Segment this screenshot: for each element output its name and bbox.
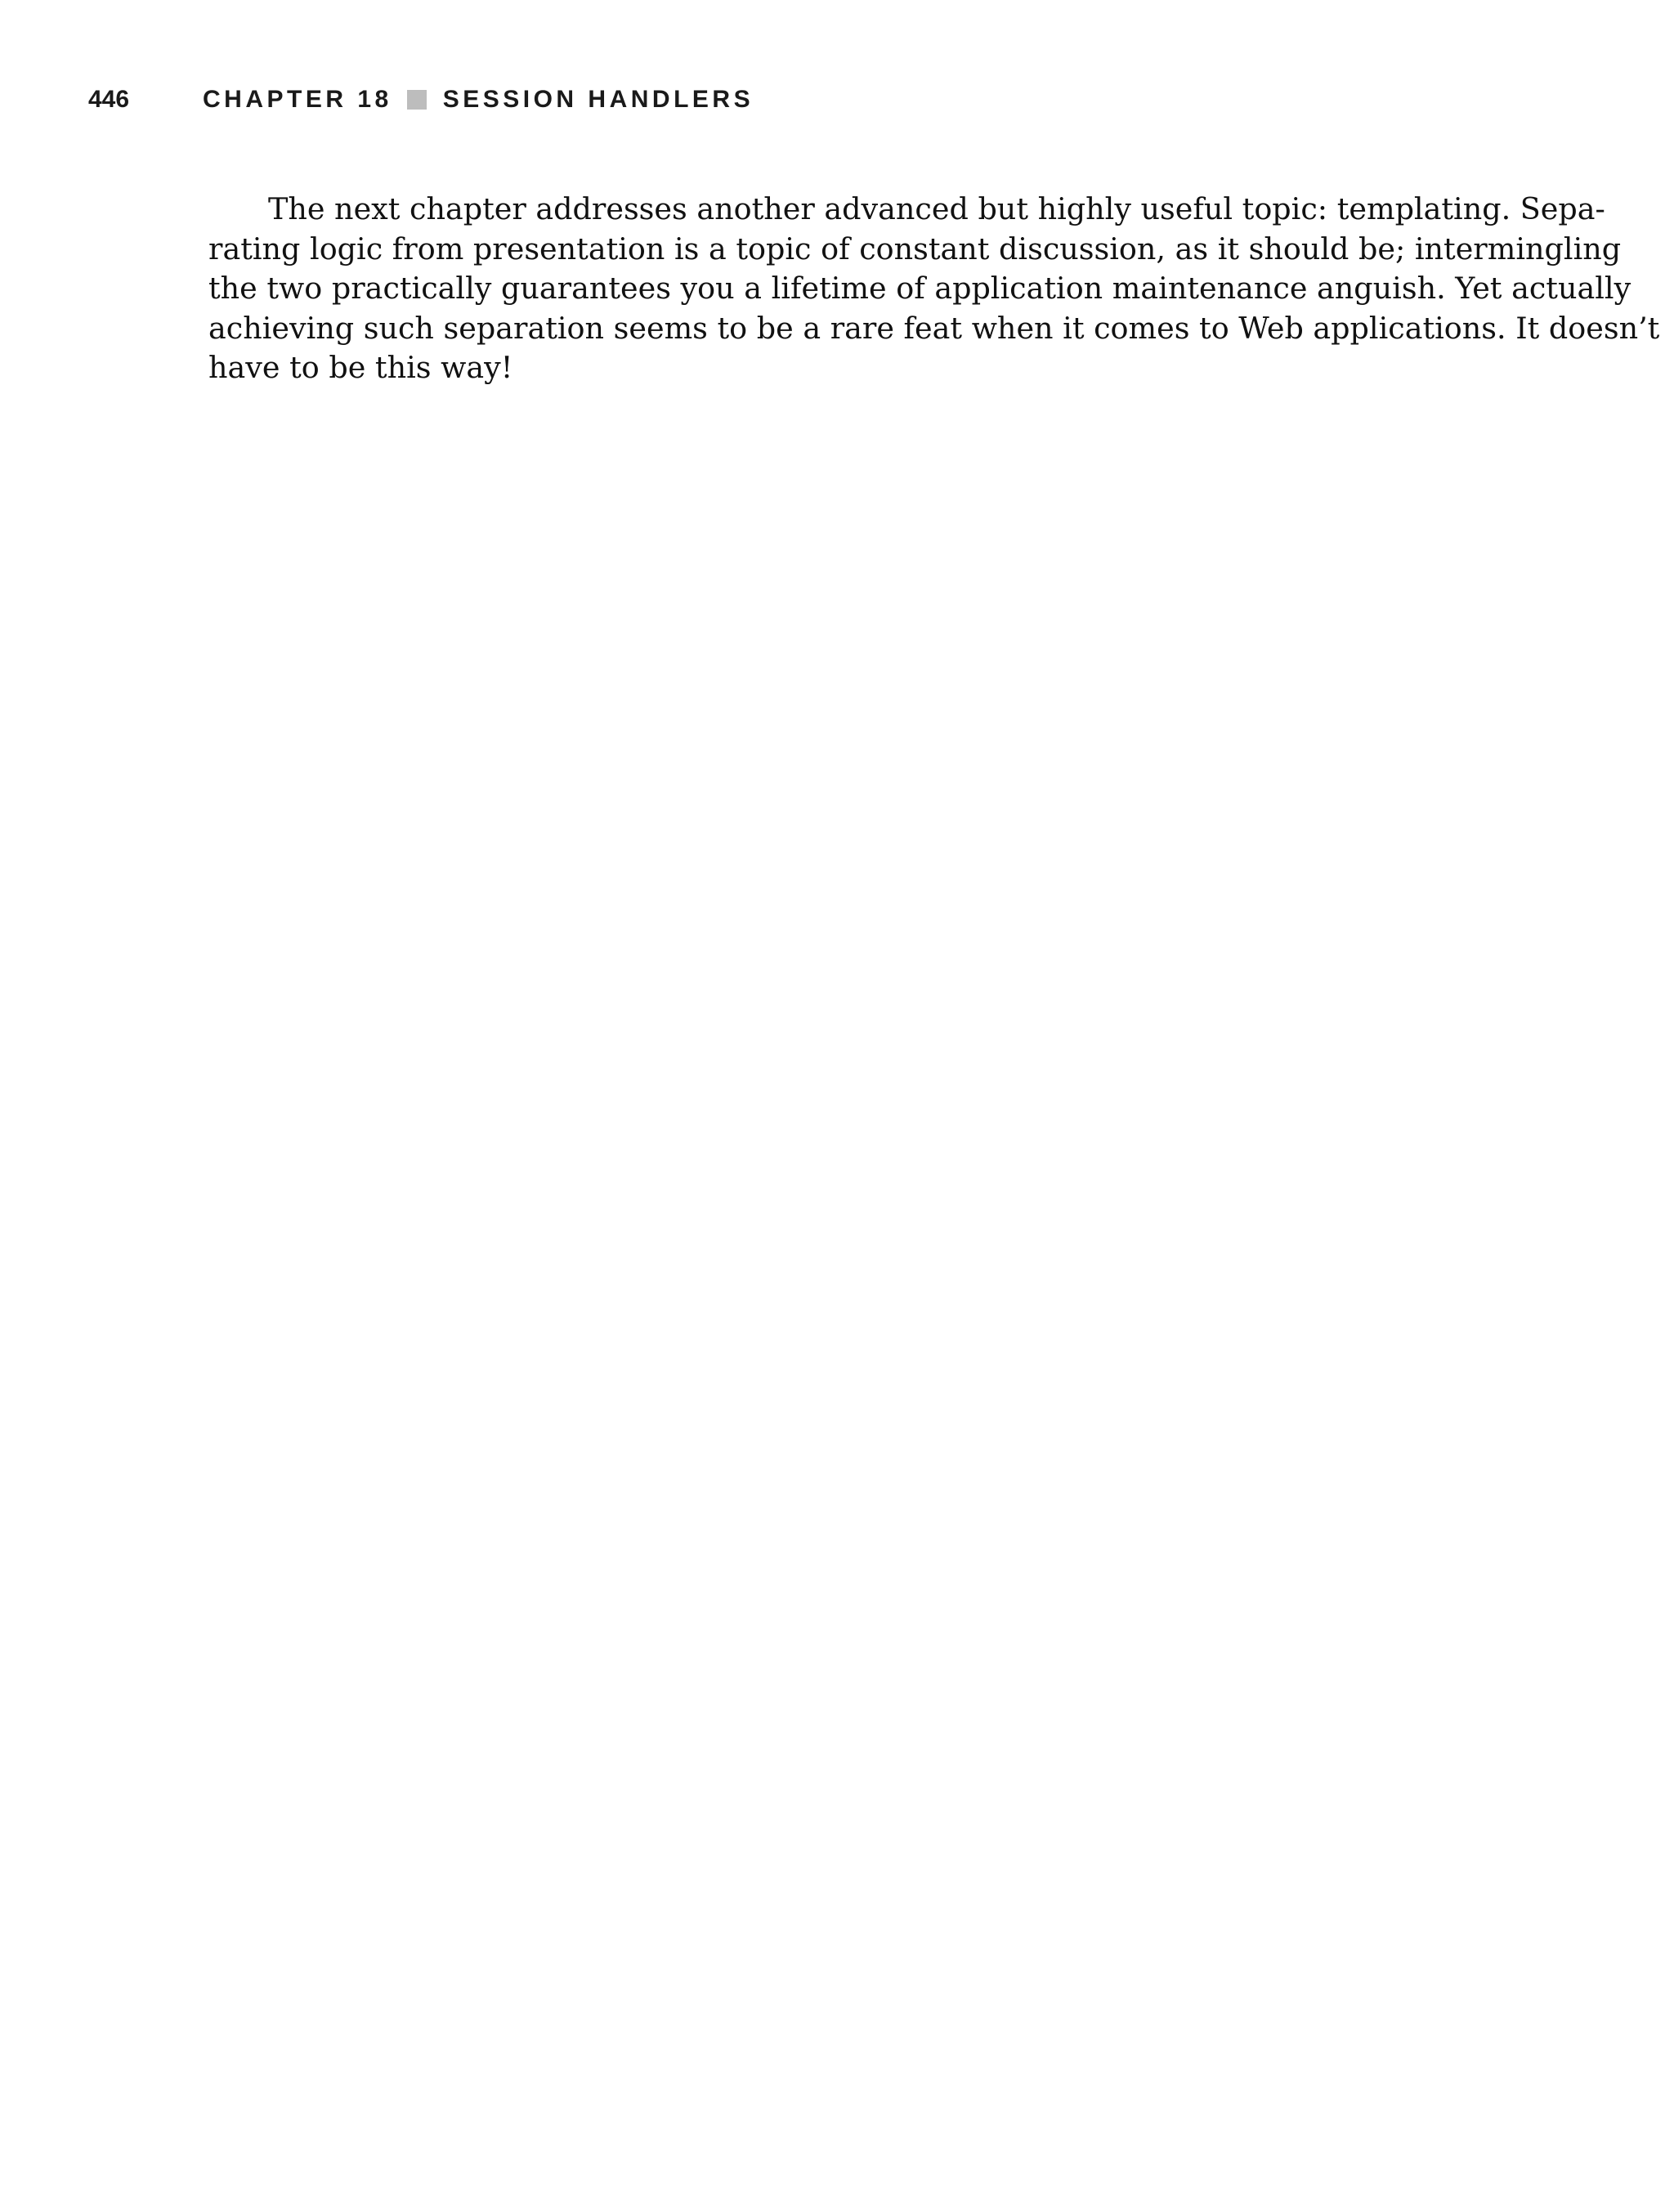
paragraph-line: have to be this way! [208,350,513,385]
body-paragraph [208,190,1660,388]
page-number: 446 [88,86,130,113]
running-head [88,82,754,118]
paragraph-line: the two practically guarantees you a lifetime of application maintenance anguish. Yet actually [208,271,1631,306]
paragraph-line: The next chapter addresses another advanced but highly useful topic: templating. Sepa- [268,191,1605,226]
square-separator-icon [407,90,427,110]
chapter-title: SESSION HANDLERS [442,86,754,113]
chapter-label: CHAPTER 18 [203,86,392,113]
paragraph-line: rating logic from presentation is a topic of constant discussion, as it should be; intermingling [208,231,1622,266]
paragraph-line: achieving such separation seems to be a rare feat when it comes to Web applications. It doesn’t [208,310,1660,346]
